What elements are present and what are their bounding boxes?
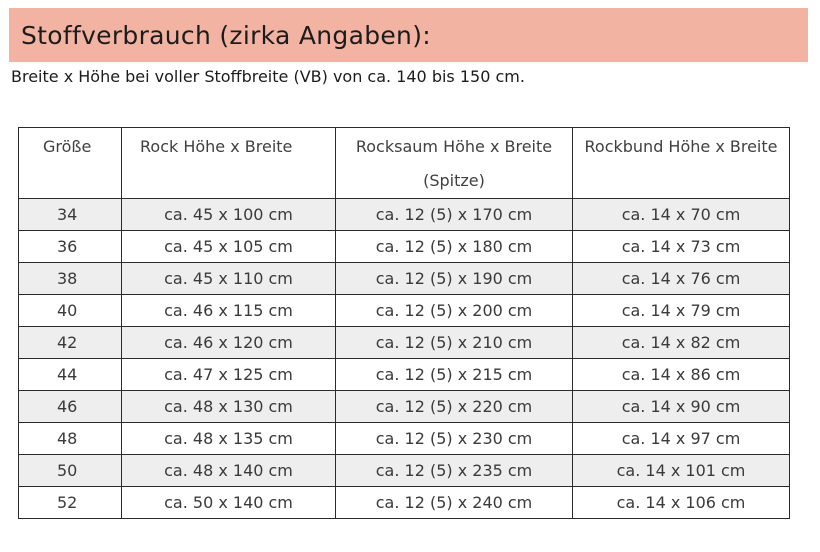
size-cell: 40 <box>19 295 122 327</box>
waistband-cell: ca. 14 x 70 cm <box>573 199 790 231</box>
column-header-skirt: Rock Höhe x Breite <box>122 128 336 199</box>
waistband-cell: ca. 14 x 73 cm <box>573 231 790 263</box>
size-cell: 52 <box>19 487 122 519</box>
waistband-cell: ca. 14 x 101 cm <box>573 455 790 487</box>
hem-cell: ca. 12 (5) x 180 cm <box>336 231 573 263</box>
table-row <box>19 487 790 519</box>
title-banner <box>9 8 808 62</box>
size-cell: 48 <box>19 423 122 455</box>
waistband-cell: ca. 14 x 79 cm <box>573 295 790 327</box>
column-header-size: Größe <box>19 128 122 199</box>
skirt-cell: ca. 48 x 135 cm <box>122 423 336 455</box>
size-cell: 50 <box>19 455 122 487</box>
skirt-cell: ca. 45 x 110 cm <box>122 263 336 295</box>
skirt-cell: ca. 50 x 140 cm <box>122 487 336 519</box>
size-cell: 38 <box>19 263 122 295</box>
table-row <box>19 199 790 231</box>
skirt-cell: ca. 46 x 115 cm <box>122 295 336 327</box>
page-subtitle: Breite x Höhe bei voller Stoffbreite (VB) von ca. 140 bis 150 cm. <box>11 67 525 86</box>
hem-cell: ca. 12 (5) x 200 cm <box>336 295 573 327</box>
column-header-hem: Rocksaum Höhe x Breite (Spitze) <box>336 128 573 199</box>
waistband-cell: ca. 14 x 97 cm <box>573 423 790 455</box>
skirt-cell: ca. 45 x 105 cm <box>122 231 336 263</box>
table-row <box>19 359 790 391</box>
table-row <box>19 263 790 295</box>
size-cell: 42 <box>19 327 122 359</box>
hem-cell: ca. 12 (5) x 170 cm <box>336 199 573 231</box>
header-row <box>19 128 790 199</box>
waistband-cell: ca. 14 x 90 cm <box>573 391 790 423</box>
table-row <box>19 423 790 455</box>
hem-cell: ca. 12 (5) x 210 cm <box>336 327 573 359</box>
hem-cell: ca. 12 (5) x 190 cm <box>336 263 573 295</box>
waistband-cell: ca. 14 x 106 cm <box>573 487 790 519</box>
hem-cell: ca. 12 (5) x 230 cm <box>336 423 573 455</box>
table-row <box>19 455 790 487</box>
table-row <box>19 231 790 263</box>
column-header-waistband: Rockbund Höhe x Breite <box>573 128 790 199</box>
size-cell: 44 <box>19 359 122 391</box>
hem-cell: ca. 12 (5) x 235 cm <box>336 455 573 487</box>
skirt-cell: ca. 45 x 100 cm <box>122 199 336 231</box>
hem-cell: ca. 12 (5) x 240 cm <box>336 487 573 519</box>
table-header <box>19 128 790 199</box>
skirt-cell: ca. 48 x 140 cm <box>122 455 336 487</box>
size-cell: 36 <box>19 231 122 263</box>
fabric-consumption-table <box>18 127 790 519</box>
waistband-cell: ca. 14 x 76 cm <box>573 263 790 295</box>
size-cell: 34 <box>19 199 122 231</box>
waistband-cell: ca. 14 x 86 cm <box>573 359 790 391</box>
page-title: Stoffverbrauch (zirka Angaben): <box>21 20 431 50</box>
skirt-cell: ca. 46 x 120 cm <box>122 327 336 359</box>
hem-cell: ca. 12 (5) x 220 cm <box>336 391 573 423</box>
table-row <box>19 295 790 327</box>
table-body <box>19 199 790 519</box>
table-row <box>19 327 790 359</box>
size-cell: 46 <box>19 391 122 423</box>
waistband-cell: ca. 14 x 82 cm <box>573 327 790 359</box>
table-row <box>19 391 790 423</box>
skirt-cell: ca. 48 x 130 cm <box>122 391 336 423</box>
hem-cell: ca. 12 (5) x 215 cm <box>336 359 573 391</box>
skirt-cell: ca. 47 x 125 cm <box>122 359 336 391</box>
